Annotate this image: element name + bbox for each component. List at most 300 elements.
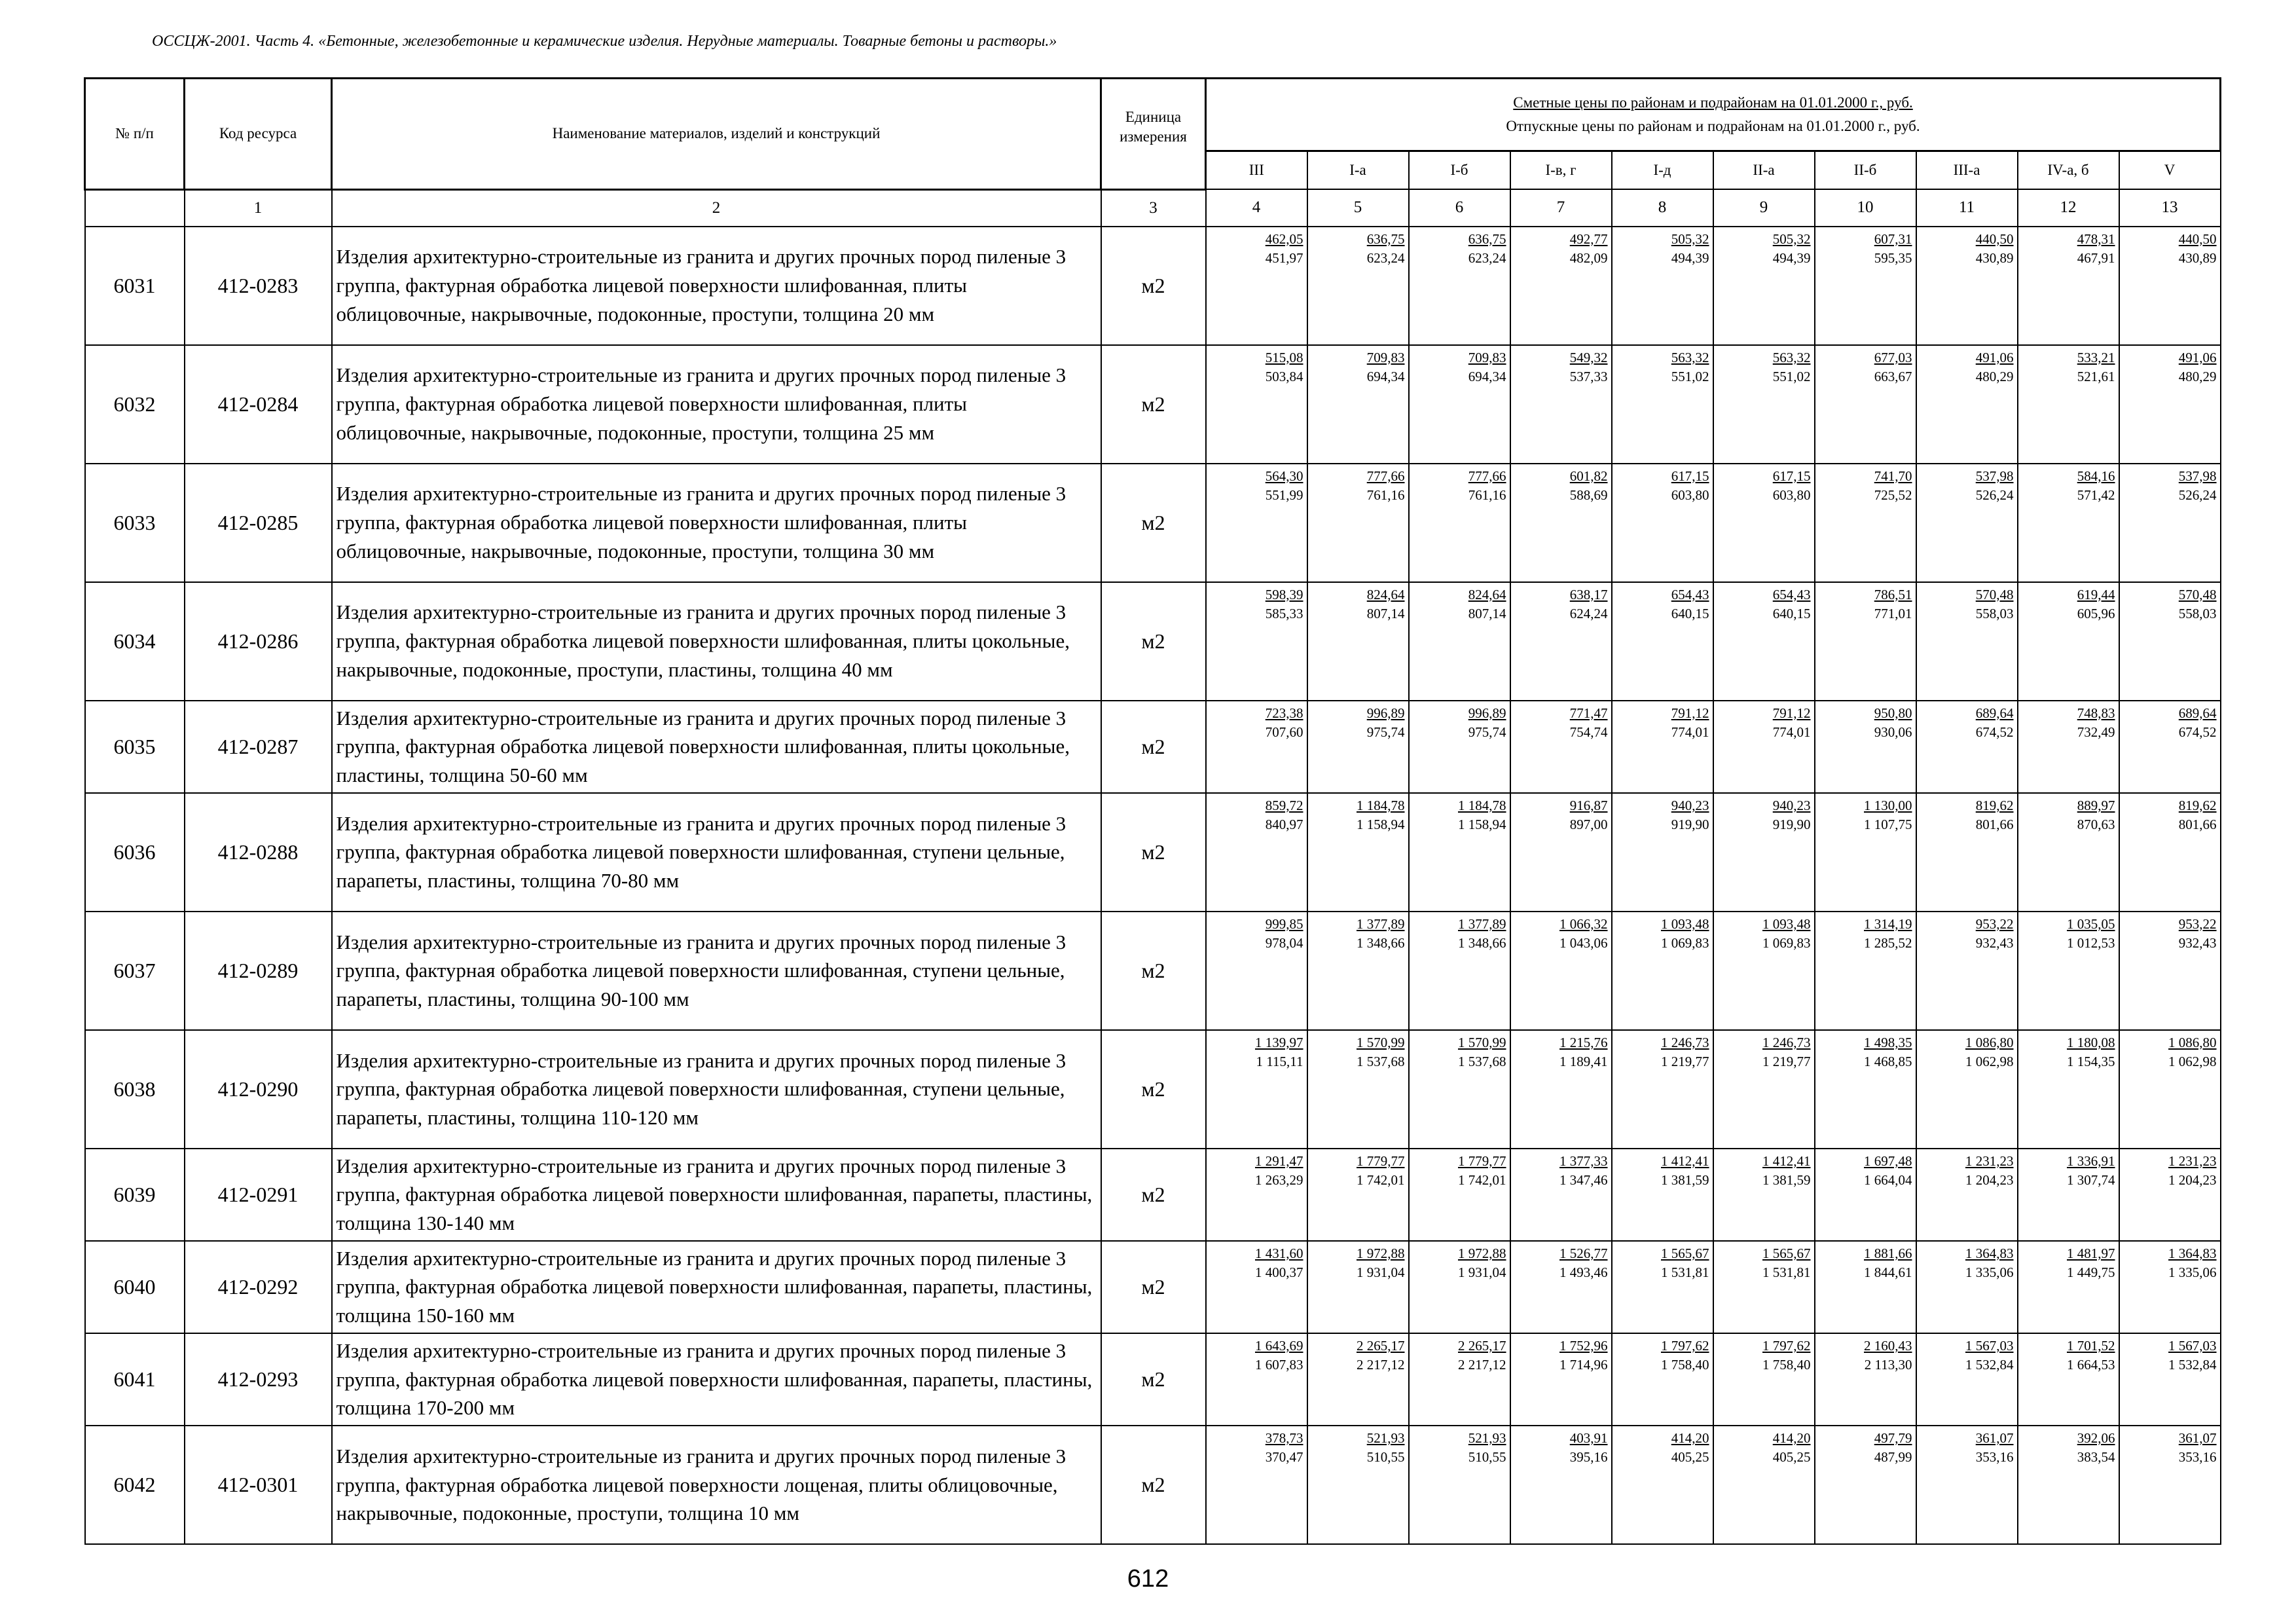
estimate-price: 491,06 (1975, 349, 2014, 365)
table-row (85, 793, 2221, 912)
estimate-price: 791,12 (1671, 705, 1709, 721)
price-cell (1916, 793, 2018, 912)
estimate-price: 1 779,77 (1357, 1153, 1405, 1169)
price-cell (1916, 1333, 2018, 1426)
estimate-price: 1 231,23 (2168, 1153, 2217, 1169)
table-row (85, 227, 2221, 345)
price-cell (2119, 1241, 2221, 1333)
price-cell (2018, 464, 2119, 582)
price-cell (1713, 1426, 1815, 1544)
release-price: 1 069,83 (1762, 935, 1811, 951)
estimate-price: 996,89 (1366, 705, 1405, 721)
release-price: 395,16 (1569, 1449, 1608, 1466)
estimate-price: 950,80 (1874, 705, 1912, 721)
price-cell (2018, 701, 2119, 793)
header-district: II-б (1815, 151, 1916, 190)
estimate-price: 1 336,91 (2067, 1153, 2115, 1169)
measurement-unit: м2 (1101, 227, 1206, 345)
release-price: 975,74 (1468, 724, 1506, 740)
release-price: 840,97 (1265, 817, 1303, 832)
material-name: Изделия архитектурно-строительные из гранита и других прочных пород пиленые 3 группа, фактурная обработка лицевой поверхности шлифованная, плиты цокольные, накрывочные, подоконные, проступи, пластины, толщина 40 мм (332, 582, 1101, 701)
material-name: Изделия архитектурно-строительные из гранита и других прочных пород пиленые 3 группа, фактурная обработка лицевой поверхности шлифованная, плиты облицовочные, накрывочные, подоконные, проступи, толщина 30 мм (332, 464, 1101, 582)
price-cell (1409, 912, 1510, 1030)
price-cell (2119, 582, 2221, 701)
column-number-cell: 11 (1916, 189, 2018, 227)
release-price: 870,63 (2077, 817, 2115, 832)
column-number-cell: 13 (2119, 189, 2221, 227)
release-price: 480,29 (2178, 368, 2217, 384)
price-cell (1612, 1149, 1713, 1241)
release-price: 1 189,41 (1559, 1054, 1608, 1069)
estimate-price: 819,62 (2178, 797, 2217, 813)
release-price: 1 931,04 (1458, 1264, 1506, 1281)
price-cell (1510, 793, 1612, 912)
measurement-unit: м2 (1101, 912, 1206, 1030)
estimate-price: 771,47 (1569, 705, 1608, 721)
release-price: 1 758,40 (1762, 1357, 1811, 1373)
estimate-price: 824,64 (1468, 586, 1506, 602)
price-cell (1409, 345, 1510, 464)
measurement-unit: м2 (1101, 1426, 1206, 1544)
estimate-price: 1 184,78 (1357, 797, 1405, 813)
column-number-cell: 1 (185, 189, 332, 227)
estimate-price: 521,93 (1366, 1430, 1405, 1446)
price-cell (2018, 345, 2119, 464)
price-cell (2119, 912, 2221, 1030)
price-cell (1307, 1149, 1409, 1241)
release-price: 1 012,53 (2067, 935, 2115, 951)
release-price: 1 158,94 (1357, 817, 1405, 832)
price-cell (1510, 1426, 1612, 1544)
price-cell (1409, 1426, 1510, 1544)
estimate-price: 492,77 (1569, 231, 1608, 247)
estimate-price: 916,87 (1569, 797, 1608, 813)
release-price: 932,43 (1975, 935, 2014, 951)
resource-code: 412-0289 (185, 912, 332, 1030)
price-cell (1612, 1426, 1713, 1544)
release-price: 1 069,83 (1661, 935, 1709, 951)
price-cell (1206, 1426, 1307, 1544)
release-price: 1 154,35 (2067, 1054, 2115, 1069)
row-number: 6040 (85, 1241, 185, 1333)
estimate-price: 505,32 (1772, 231, 1811, 247)
release-price: 405,25 (1671, 1449, 1709, 1466)
table-row (85, 464, 2221, 582)
release-price: 551,99 (1265, 487, 1303, 503)
release-price: 551,02 (1671, 368, 1709, 384)
header-unit: Единица измерения (1101, 79, 1206, 190)
release-price: 1 062,98 (2168, 1054, 2217, 1069)
price-cell (1206, 464, 1307, 582)
estimate-price: 1 972,88 (1458, 1245, 1506, 1261)
measurement-unit: м2 (1101, 345, 1206, 464)
release-price: 807,14 (1366, 605, 1405, 621)
price-cell (1612, 1241, 1713, 1333)
price-cell (1713, 1149, 1815, 1241)
release-price: 694,34 (1468, 368, 1506, 384)
row-number: 6041 (85, 1333, 185, 1426)
price-cell (1815, 1149, 1916, 1241)
measurement-unit: м2 (1101, 464, 1206, 582)
release-price: 1 381,59 (1762, 1172, 1811, 1188)
resource-code: 412-0291 (185, 1149, 332, 1241)
estimate-price: 619,44 (2077, 586, 2115, 602)
estimate-price: 598,39 (1265, 586, 1303, 602)
estimate-price: 1 697,48 (1864, 1153, 1912, 1169)
price-cell (1916, 701, 2018, 793)
release-price: 487,99 (1874, 1449, 1912, 1466)
estimate-price: 1 526,77 (1559, 1245, 1608, 1261)
estimate-price: 741,70 (1874, 468, 1912, 484)
price-cell (1510, 582, 1612, 701)
price-cell (1510, 1333, 1612, 1426)
release-price: 640,15 (1671, 605, 1709, 621)
estimate-price: 440,50 (2178, 231, 2217, 247)
estimate-price: 1 086,80 (2168, 1034, 2217, 1050)
price-cell (1409, 582, 1510, 701)
column-number-cell (85, 189, 185, 227)
price-cell (1307, 1030, 1409, 1149)
price-cell (2119, 464, 2221, 582)
row-number: 6037 (85, 912, 185, 1030)
price-cell (2018, 1030, 2119, 1149)
release-price: 754,74 (1569, 724, 1608, 740)
price-cell (2119, 1149, 2221, 1241)
estimate-price: 636,75 (1468, 231, 1506, 247)
row-number: 6042 (85, 1426, 185, 1544)
estimate-price: 563,32 (1772, 349, 1811, 365)
estimate-price: 1 291,47 (1255, 1153, 1303, 1169)
resource-code: 412-0290 (185, 1030, 332, 1149)
release-price: 430,89 (2178, 249, 2217, 266)
estimate-price: 996,89 (1468, 705, 1506, 721)
estimate-price: 537,98 (1975, 468, 2014, 484)
release-price: 932,43 (2178, 935, 2217, 951)
release-price: 585,33 (1265, 605, 1303, 621)
release-price: 2 217,12 (1458, 1357, 1506, 1373)
price-cell (1713, 912, 1815, 1030)
price-cell (2018, 1426, 2119, 1544)
estimate-price: 1 180,08 (2067, 1034, 2115, 1050)
price-cell (1409, 1241, 1510, 1333)
estimate-price: 1 130,00 (1864, 797, 1912, 813)
estimate-price: 1 481,97 (2067, 1245, 2115, 1261)
estimate-price: 549,32 (1569, 349, 1608, 365)
estimate-price: 378,73 (1265, 1430, 1303, 1446)
price-cell (1612, 227, 1713, 345)
release-price: 571,42 (2077, 487, 2115, 503)
estimate-price: 723,38 (1265, 705, 1303, 721)
release-price: 1 742,01 (1458, 1172, 1506, 1188)
column-number-cell: 9 (1713, 189, 1815, 227)
release-price: 526,24 (1975, 487, 2014, 503)
estimate-price: 403,91 (1569, 1430, 1608, 1446)
estimate-price: 1 086,80 (1965, 1034, 2014, 1050)
release-price: 467,91 (2077, 249, 2115, 266)
measurement-unit: м2 (1101, 1333, 1206, 1426)
estimate-price: 1 093,48 (1661, 915, 1709, 932)
row-number: 6034 (85, 582, 185, 701)
header-district: I-д (1612, 151, 1713, 190)
release-price: 674,52 (2178, 724, 2217, 740)
release-price: 1 664,04 (1864, 1172, 1912, 1188)
release-price: 640,15 (1772, 605, 1811, 621)
release-price: 2 113,30 (1864, 1357, 1912, 1373)
price-cell (2018, 912, 2119, 1030)
estimate-price: 570,48 (2178, 586, 2217, 602)
release-price: 975,74 (1366, 724, 1405, 740)
release-price: 1 107,75 (1864, 817, 1912, 832)
price-cell (1916, 1241, 2018, 1333)
release-price: 1 844,61 (1864, 1264, 1912, 1281)
release-price: 494,39 (1772, 249, 1811, 266)
release-price: 2 217,12 (1357, 1357, 1405, 1373)
release-price: 510,55 (1468, 1449, 1506, 1466)
price-cell (2119, 1426, 2221, 1544)
price-cell (1612, 793, 1713, 912)
estimate-price: 497,79 (1874, 1430, 1912, 1446)
price-cell (1206, 1149, 1307, 1241)
estimate-price: 1 314,19 (1864, 915, 1912, 932)
release-price: 1 158,94 (1458, 817, 1506, 832)
release-price: 558,03 (1975, 605, 2014, 621)
release-price: 1 219,77 (1762, 1054, 1811, 1069)
estimate-price: 491,06 (2178, 349, 2217, 365)
release-price: 674,52 (1975, 724, 2014, 740)
price-cell (1510, 227, 1612, 345)
price-cell (1307, 1426, 1409, 1544)
price-cell (1612, 345, 1713, 464)
release-price: 1 335,06 (1965, 1264, 2014, 1281)
column-number-cell: 2 (332, 189, 1101, 227)
estimate-price: 1 364,83 (1965, 1245, 2014, 1261)
price-cell (1612, 1030, 1713, 1149)
material-name: Изделия архитектурно-строительные из гранита и других прочных пород пиленые 3 группа, фактурная обработка лицевой поверхности шлифованная, плиты облицовочные, накрывочные, подоконные, проступи, толщина 25 мм (332, 345, 1101, 464)
price-cell (1916, 1030, 2018, 1149)
measurement-unit: м2 (1101, 701, 1206, 793)
material-name: Изделия архитектурно-строительные из гранита и других прочных пород пиленые 3 группа, фактурная обработка лицевой поверхности шлифованная, парапеты, пластины, толщина 170-200 мм (332, 1333, 1101, 1426)
estimate-price: 414,20 (1671, 1430, 1709, 1446)
measurement-unit: м2 (1101, 1030, 1206, 1149)
resource-code: 412-0287 (185, 701, 332, 793)
estimate-price: 1 377,89 (1458, 915, 1506, 932)
estimate-price: 889,97 (2077, 797, 2115, 813)
price-cell (1206, 1030, 1307, 1149)
material-name: Изделия архитектурно-строительные из гранита и других прочных пород пиленые 3 группа, фактурная обработка лицевой поверхности шлифованная, ступени цельные, парапеты, пластины, толщина 110-120 мм (332, 1030, 1101, 1149)
release-price: 1 381,59 (1661, 1172, 1709, 1188)
estimate-price: 859,72 (1265, 797, 1303, 813)
price-cell (1916, 912, 2018, 1030)
price-cell (1510, 1241, 1612, 1333)
price-cell (1206, 582, 1307, 701)
price-cell (1409, 1030, 1510, 1149)
release-price: 383,54 (2077, 1449, 2115, 1466)
price-cell (1612, 701, 1713, 793)
price-cell (1916, 464, 2018, 582)
price-cell (1815, 1333, 1916, 1426)
estimate-price: 515,08 (1265, 349, 1303, 365)
release-price: 603,80 (1671, 487, 1709, 503)
price-cell (1713, 464, 1815, 582)
release-price: 801,66 (1975, 817, 2014, 832)
estimate-price: 1 215,76 (1559, 1034, 1608, 1050)
price-cell (1612, 1333, 1713, 1426)
row-number: 6039 (85, 1149, 185, 1241)
estimate-price: 636,75 (1366, 231, 1405, 247)
estimate-price: 1 184,78 (1458, 797, 1506, 813)
price-cell (1206, 912, 1307, 1030)
row-number: 6036 (85, 793, 185, 912)
estimate-price: 1 779,77 (1458, 1153, 1506, 1169)
estimate-price: 1 570,99 (1357, 1034, 1405, 1050)
release-price: 1 115,11 (1256, 1054, 1303, 1069)
estimate-price: 1 412,41 (1661, 1153, 1709, 1169)
table-row (85, 1241, 2221, 1333)
estimate-price: 521,93 (1468, 1430, 1506, 1446)
price-cell (1815, 1241, 1916, 1333)
release-price: 370,47 (1265, 1449, 1303, 1466)
release-price: 551,02 (1772, 368, 1811, 384)
header-release-prices: Отпускные цены по районам и подрайонам на 01.01.2000 г., руб. (1506, 118, 1920, 134)
price-cell (1815, 1030, 1916, 1149)
estimate-price: 1 570,99 (1458, 1034, 1506, 1050)
release-price: 978,04 (1265, 935, 1303, 951)
estimate-price: 505,32 (1671, 231, 1709, 247)
header-num: № п/п (85, 79, 185, 190)
estimate-price: 953,22 (2178, 915, 2217, 932)
column-number-cell: 5 (1307, 189, 1409, 227)
header-district: III (1206, 151, 1307, 190)
price-cell (1713, 793, 1815, 912)
estimate-price: 654,43 (1671, 586, 1709, 602)
header-district: IV-а, б (2018, 151, 2119, 190)
estimate-price: 999,85 (1265, 915, 1303, 932)
estimate-price: 709,83 (1468, 349, 1506, 365)
estimate-price: 478,31 (2077, 231, 2115, 247)
price-table-body (85, 227, 2221, 1544)
estimate-price: 748,83 (2077, 705, 2115, 721)
estimate-price: 617,15 (1671, 468, 1709, 484)
estimate-price: 1 565,67 (1762, 1245, 1811, 1261)
row-number: 6031 (85, 227, 185, 345)
release-price: 1 263,29 (1255, 1172, 1303, 1188)
estimate-price: 654,43 (1772, 586, 1811, 602)
release-price: 558,03 (2178, 605, 2217, 621)
estimate-price: 1 881,66 (1864, 1245, 1912, 1261)
material-name: Изделия архитектурно-строительные из гранита и других прочных пород пиленые 3 группа, фактурная обработка лицевой поверхности шлифованная, парапеты, пластины, толщина 150-160 мм (332, 1241, 1101, 1333)
resource-code: 412-0284 (185, 345, 332, 464)
row-number: 6033 (85, 464, 185, 582)
resource-code: 412-0293 (185, 1333, 332, 1426)
release-price: 1 204,23 (2168, 1172, 2217, 1188)
estimate-price: 1 364,83 (2168, 1245, 2217, 1261)
release-price: 1 285,52 (1864, 935, 1912, 951)
price-cell (1815, 464, 1916, 582)
estimate-price: 1 431,60 (1255, 1245, 1303, 1261)
price-cell (1307, 1241, 1409, 1333)
estimate-price: 537,98 (2178, 468, 2217, 484)
price-cell (1510, 912, 1612, 1030)
header-code: Код ресурса (185, 79, 332, 190)
price-cell (2018, 793, 2119, 912)
price-cell (2119, 1333, 2221, 1426)
estimate-price: 2 160,43 (1864, 1337, 1912, 1354)
estimate-price: 570,48 (1975, 586, 2014, 602)
column-number-cell: 7 (1510, 189, 1612, 227)
table-row (85, 345, 2221, 464)
release-price: 732,49 (2077, 724, 2115, 740)
row-number: 6038 (85, 1030, 185, 1149)
header-row (85, 79, 2221, 151)
release-price: 1 532,84 (1965, 1357, 2014, 1373)
price-cell (1206, 1241, 1307, 1333)
price-cell (1713, 1241, 1815, 1333)
estimate-price: 953,22 (1975, 915, 2014, 932)
estimate-price: 786,51 (1874, 586, 1912, 602)
release-price: 623,24 (1366, 249, 1405, 266)
release-price: 623,24 (1468, 249, 1506, 266)
release-price: 353,16 (2178, 1449, 2217, 1466)
release-price: 1 348,66 (1458, 935, 1506, 951)
release-price: 605,96 (2077, 605, 2115, 621)
estimate-price: 392,06 (2077, 1430, 2115, 1446)
price-cell (1713, 1333, 1815, 1426)
header-district: II-а (1713, 151, 1815, 190)
release-price: 1 204,23 (1965, 1172, 2014, 1188)
release-price: 1 043,06 (1559, 935, 1608, 951)
table-row (85, 1149, 2221, 1241)
estimate-price: 361,07 (1975, 1430, 2014, 1446)
estimate-price: 709,83 (1366, 349, 1405, 365)
price-cell (2119, 227, 2221, 345)
estimate-price: 1 498,35 (1864, 1034, 1912, 1050)
release-price: 1 742,01 (1357, 1172, 1405, 1188)
estimate-price: 1 035,05 (2067, 915, 2115, 932)
estimate-price: 2 265,17 (1458, 1337, 1506, 1354)
release-price: 1 931,04 (1357, 1264, 1405, 1281)
price-cell (1815, 227, 1916, 345)
estimate-price: 1 567,03 (1965, 1337, 2014, 1354)
price-cell (1815, 912, 1916, 1030)
price-cell (1206, 793, 1307, 912)
release-price: 510,55 (1366, 1449, 1405, 1466)
estimate-price: 1 701,52 (2067, 1337, 2115, 1354)
header-prices (1206, 79, 2221, 151)
price-cell (2119, 345, 2221, 464)
measurement-unit: м2 (1101, 1149, 1206, 1241)
price-cell (2119, 1030, 2221, 1149)
price-table (84, 77, 2221, 1545)
column-number-cell: 6 (1409, 189, 1510, 227)
release-price: 526,24 (2178, 487, 2217, 503)
price-cell (2018, 1149, 2119, 1241)
estimate-price: 777,66 (1468, 468, 1506, 484)
header-estimate-prices: Сметные цены по районам и подрайонам на 01.01.2000 г., руб. (1513, 94, 1913, 111)
price-cell (1916, 1149, 2018, 1241)
price-cell (1916, 1426, 2018, 1544)
price-cell (1409, 701, 1510, 793)
header-district: I-в, г (1510, 151, 1612, 190)
release-price: 595,35 (1874, 249, 1912, 266)
release-price: 761,16 (1366, 487, 1405, 503)
resource-code: 412-0285 (185, 464, 332, 582)
price-cell (2018, 1241, 2119, 1333)
header-district: V (2119, 151, 2221, 190)
release-price: 1 347,46 (1559, 1172, 1608, 1188)
price-cell (1206, 701, 1307, 793)
price-cell (1510, 1149, 1612, 1241)
material-name: Изделия архитектурно-строительные из гранита и других прочных пород пиленые 3 группа, фактурная обработка лицевой поверхности шлифованная, ступени цельные, парапеты, пластины, толщина 90-100 мм (332, 912, 1101, 1030)
